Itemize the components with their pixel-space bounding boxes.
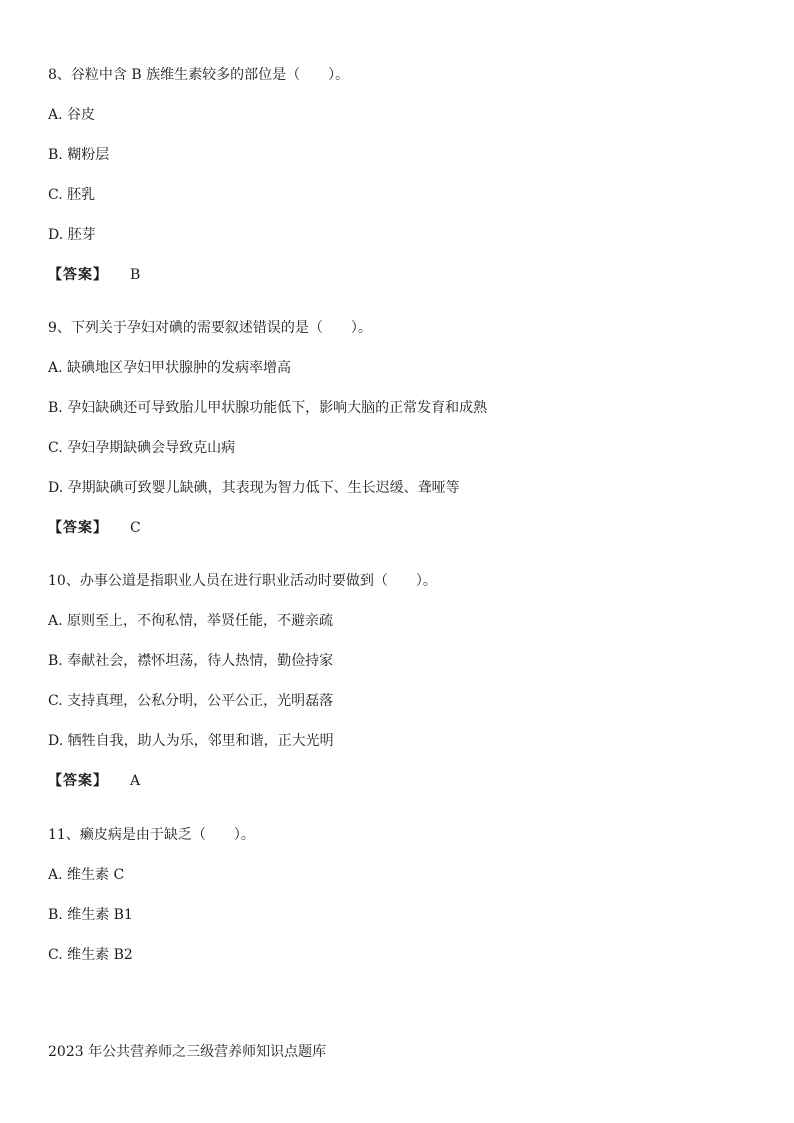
question-9-stem: 9、下列关于孕妇对碘的需要叙述错误的是（ ）。 [48, 320, 372, 336]
question-10-option-d: D. 牺牲自我，助人为乐，邻里和谐，正大光明 [48, 733, 334, 749]
question-10-option-b: B. 奉献社会，襟怀坦荡，待人热情，勤俭持家 [48, 653, 334, 669]
question-9-option-d: D. 孕期缺碘可致婴儿缺碘，其表现为智力低下、生长迟缓、聋哑等 [48, 480, 460, 496]
question-11-stem: 11、癞皮病是由于缺乏（ ）。 [48, 827, 255, 843]
question-8-option-c: C. 胚乳 [48, 187, 96, 203]
answer-value: C [130, 520, 141, 536]
answer-label: 【答案】 [48, 267, 108, 283]
answer-value: B [130, 267, 141, 283]
question-9-option-a: A. 缺碘地区孕妇甲状腺肿的发病率增高 [48, 360, 292, 376]
answer-label: 【答案】 [48, 773, 108, 789]
answer-value: A [130, 773, 141, 789]
question-10-option-c: C. 支持真理，公私分明，公平公正，光明磊落 [48, 693, 334, 709]
question-10-option-a: A. 原则至上，不徇私情，举贤任能，不避亲疏 [48, 613, 334, 629]
question-10-answer [48, 772, 140, 790]
question-8-answer [48, 266, 140, 284]
question-11-option-c: C. 维生素 B2 [48, 947, 133, 963]
question-8-stem: 8、谷粒中含 B 族维生素较多的部位是（ ）。 [48, 67, 350, 83]
question-8-option-b: B. 糊粉层 [48, 147, 110, 163]
question-9-option-c: C. 孕妇孕期缺碘会导致克山病 [48, 440, 236, 456]
question-9-answer [48, 519, 141, 537]
question-8-option-a: A. 谷皮 [48, 107, 96, 123]
question-11-option-a: A. 维生素 C [48, 867, 125, 883]
page-footer-title: 2023 年公共营养师之三级营养师知识点题库 [48, 1044, 327, 1060]
question-11-option-b: B. 维生素 B1 [48, 907, 133, 923]
answer-label: 【答案】 [48, 520, 108, 536]
question-8-option-d: D. 胚芽 [48, 227, 96, 243]
question-9-option-b: B. 孕妇缺碘还可导致胎儿甲状腺功能低下，影响大脑的正常发育和成熟 [48, 400, 488, 416]
question-10-stem: 10、办事公道是指职业人员在进行职业活动时要做到（ ）。 [48, 573, 437, 589]
